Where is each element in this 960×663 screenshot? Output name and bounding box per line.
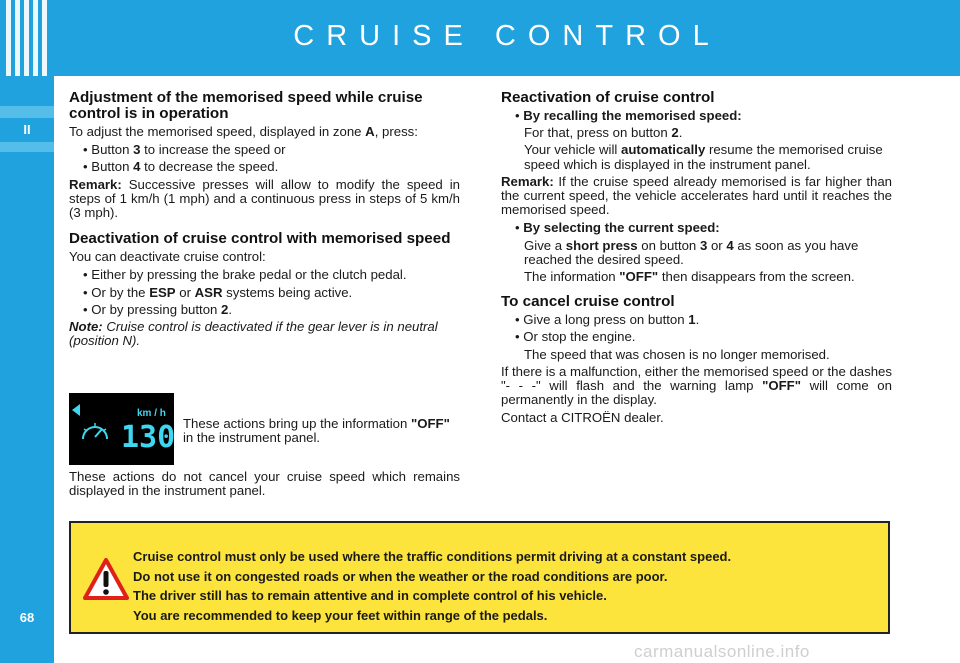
warning-box [69, 521, 890, 634]
warning-line: Do not use it on congested roads or when the weather or the road conditions are poor. [133, 568, 668, 584]
react-heading: Reactivation of cruise control [501, 89, 715, 106]
deact-note: Note: Cruise control is deactivated if the gear lever is in neutral (position N). [69, 319, 438, 349]
adjust-intro: To adjust the memorised speed, displayed in zone A, press: [69, 124, 418, 139]
page-number: 68 [19, 610, 35, 625]
deact-bullet-2: • Or by the ESP or ASR systems being active. [69, 286, 460, 300]
react-bullet-1: • By recalling the memorised speed: [501, 109, 892, 123]
deact-heading: Deactivation of cruise control with memorised speed [69, 230, 451, 248]
adjust-remark: Remark: Successive presses will allow to modify the speed in steps of 1 km/h (1 mph) and a continuous press in steps of 5 km/h (3 mph). [69, 176, 460, 221]
react-bullet-2: • By selecting the current speed: [501, 221, 892, 235]
watermark: carmanualsonline.info [634, 642, 810, 661]
left-sidebar [0, 0, 54, 663]
adjust-bullet-2: • Button 4 to decrease the speed. [69, 160, 460, 174]
instrument-panel-row [69, 393, 460, 465]
warning-line: You are recommended to keep your feet within range of the pedals. [133, 607, 548, 623]
react-b1-line1: For that, press on button 2. [524, 125, 683, 141]
cancel-bullet-1: • Give a long press on button 1. [501, 313, 892, 327]
warning-text [133, 547, 883, 625]
cancel-bullet-2: • Or stop the engine. [501, 330, 892, 344]
speedometer-icon [69, 393, 174, 465]
react-b1-line2: Your vehicle will automatically resume the memorised cruise speed which is displayed in the instrument panel. [524, 142, 883, 172]
react-b2-line2: The information "OFF" then disappears from the screen. [524, 269, 855, 285]
contact-dealer: Contact a CITROËN dealer. [501, 410, 664, 426]
cancel-b2-line1: The speed that was chosen is no longer memorised. [524, 346, 830, 362]
after-text: These actions do not cancel your cruise speed which remains displayed in the instrument panel. [69, 469, 460, 499]
deact-bullet-1: • Either by pressing the brake pedal or the clutch pedal. [69, 268, 460, 282]
react-remark: Remark: If the cruise speed already memorised is far higher than the current speed, the vehicle accelerates hard until it reaches the memorised speed. [501, 173, 892, 218]
lcd-unit: km / h [137, 408, 166, 419]
warning-line: The driver still has to remain attentive and in complete control of his vehicle. [133, 588, 607, 603]
warning-line: Cruise control must only be used where the traffic conditions permit driving at a constant speed. [133, 549, 732, 564]
header-stripes [6, 0, 54, 76]
chapter-label: II [0, 118, 54, 142]
adjust-bullet-1: • Button 3 to increase the speed or [69, 143, 460, 157]
adjust-heading: Adjustment of the memorised speed while cruise control is in operation [69, 89, 423, 122]
cancel-heading: To cancel cruise control [501, 293, 675, 311]
page-title: CRUISE CONTROL [293, 20, 721, 52]
instrument-display [69, 393, 174, 465]
panel-caption: These actions bring up the information "OFF" in the instrument panel. [183, 416, 450, 446]
deact-bullet-3: • Or by pressing button 2. [69, 303, 460, 317]
lcd-speed-digits: 130 [121, 420, 174, 455]
deact-intro: You can deactivate cruise control: [69, 249, 266, 265]
warning-triangle-icon [83, 557, 129, 601]
right-column [501, 90, 892, 430]
malfunction-text: If there is a malfunction, either the memorised speed or the dashes "- - -" will flash and the warning lamp "OFF" will come on permanently in the display. [501, 363, 892, 408]
react-b2-line1: Give a short press on button 3 or 4 as soon as you have reached the desired speed. [524, 237, 859, 267]
left-column [69, 90, 460, 352]
